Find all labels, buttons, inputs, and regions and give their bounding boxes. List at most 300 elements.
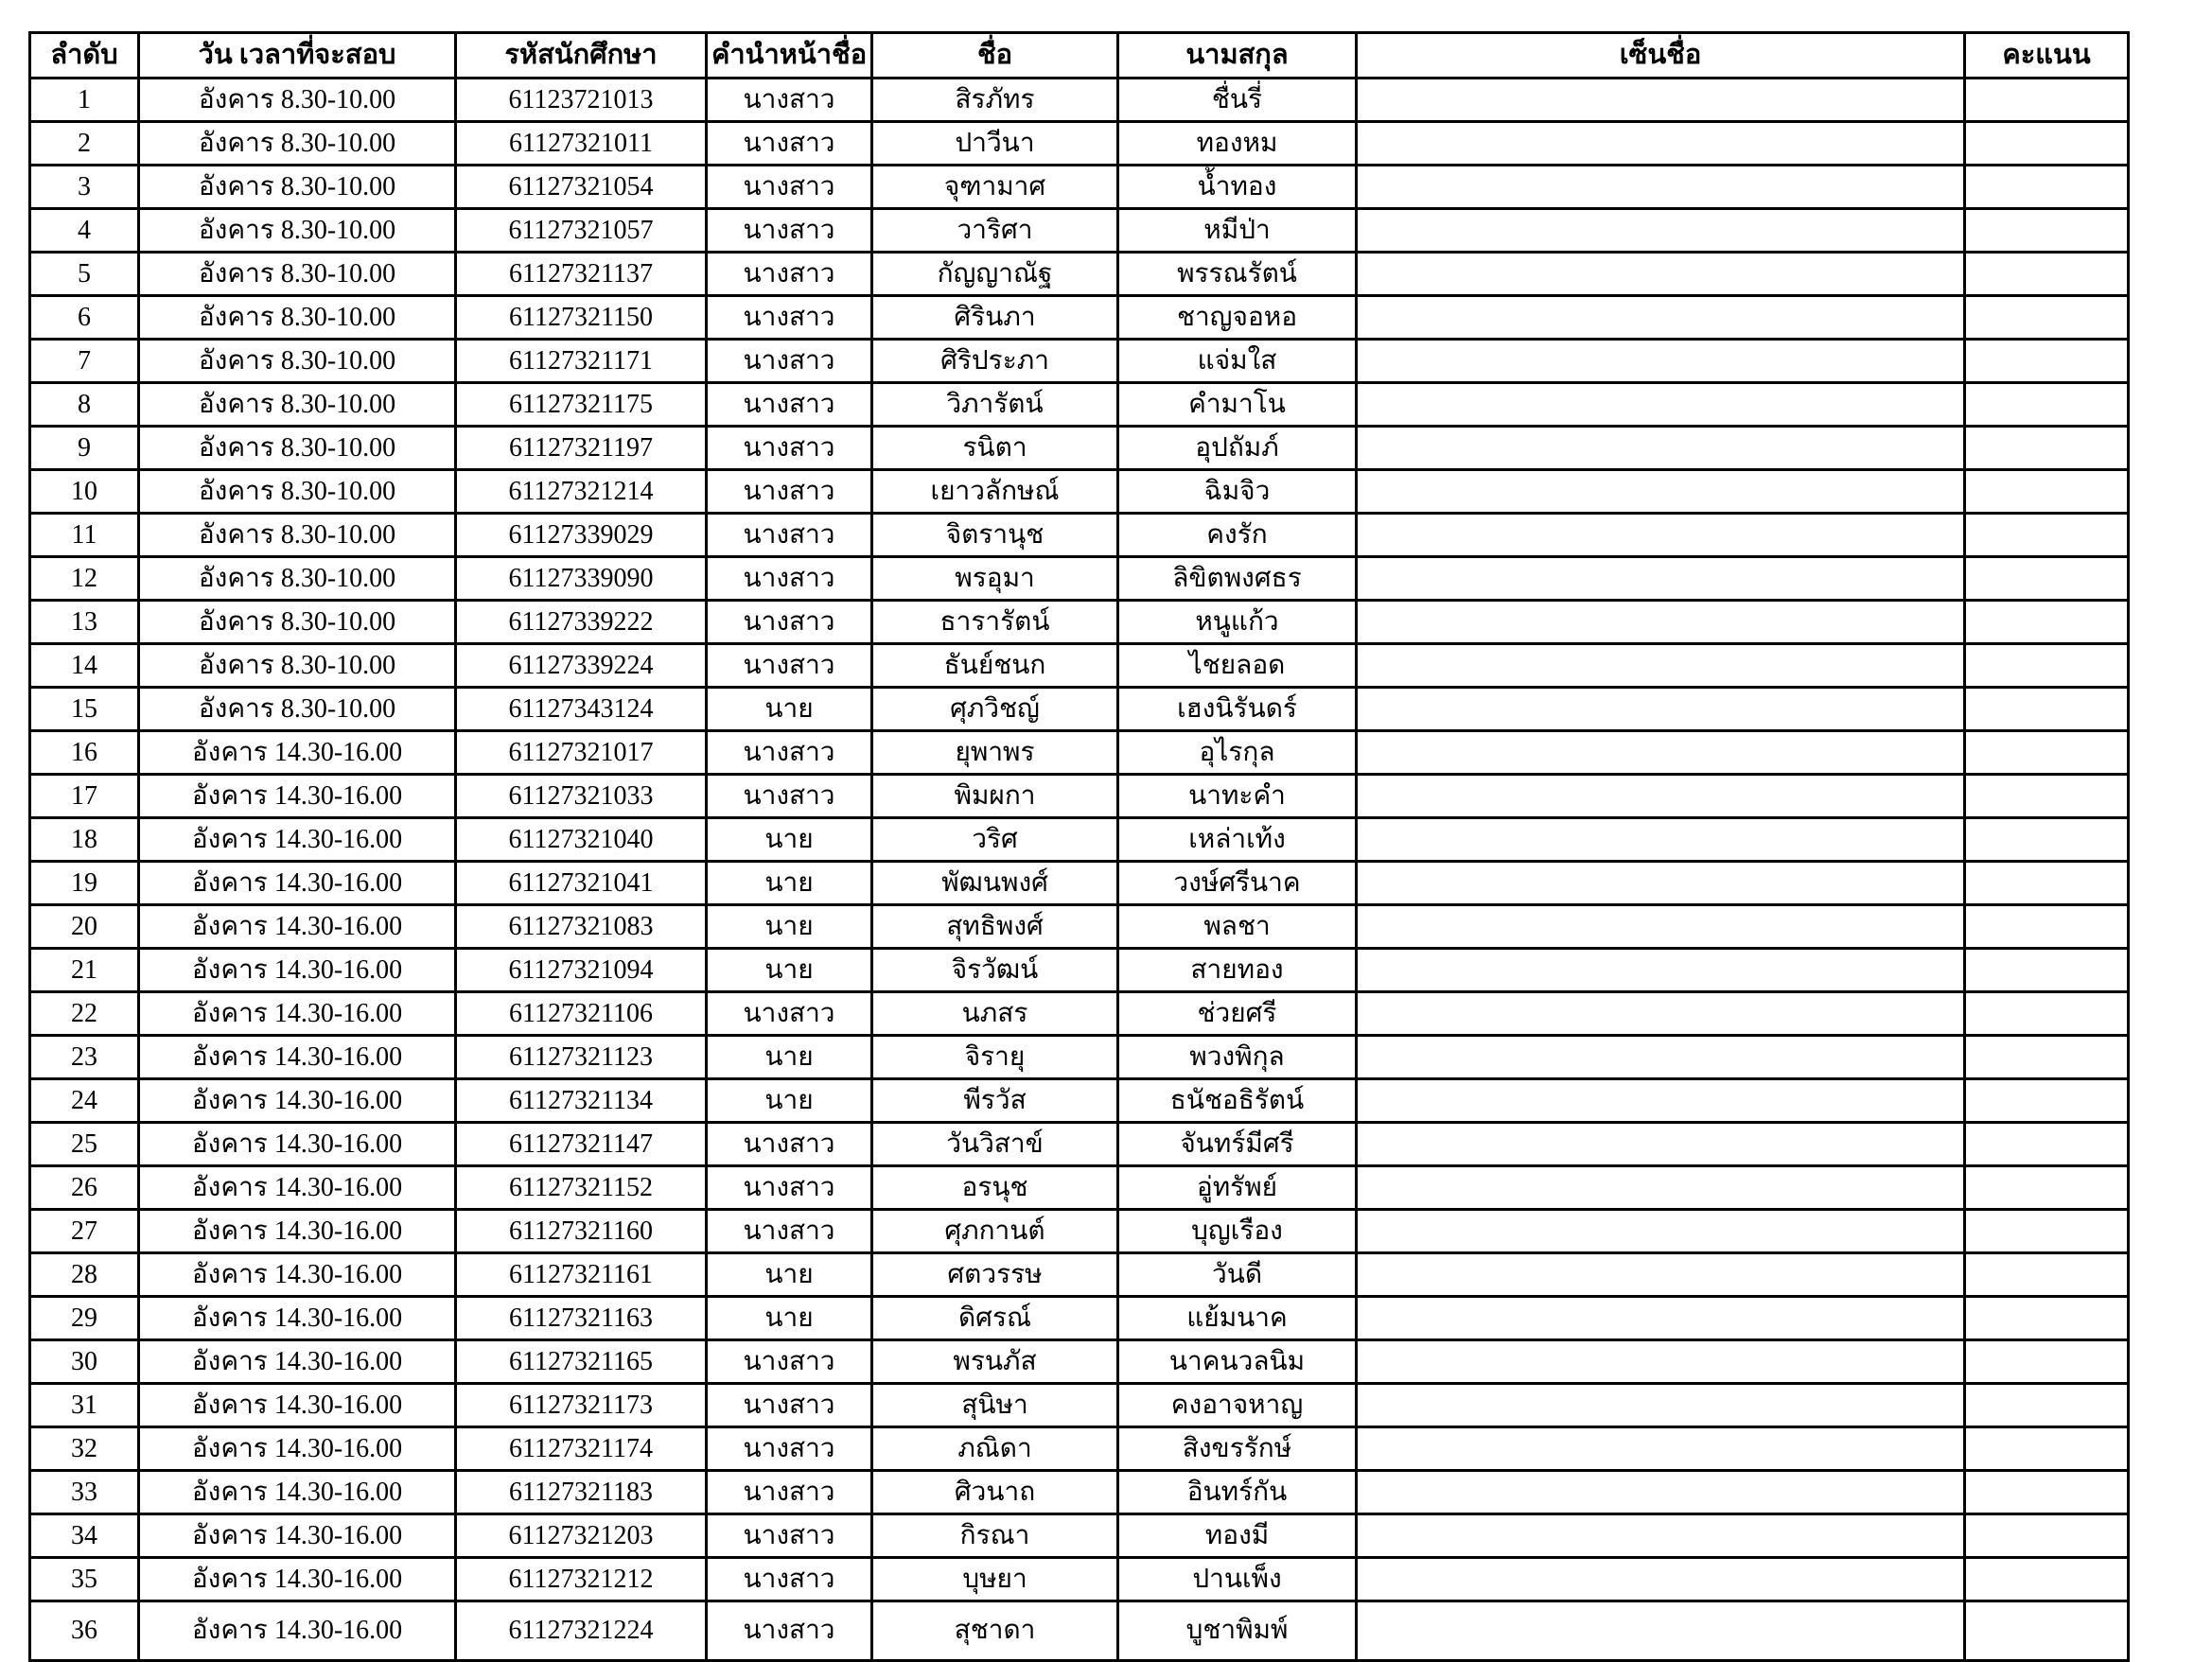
cell-signature bbox=[1357, 1471, 1965, 1514]
cell-last-name: เฮงนิรันดร์ bbox=[1118, 688, 1357, 731]
cell-prefix: นางสาว bbox=[707, 731, 872, 775]
cell-last-name: นาคนวลนิม bbox=[1118, 1340, 1357, 1384]
cell-first-name: สุนิษา bbox=[872, 1384, 1118, 1427]
cell-signature bbox=[1357, 1166, 1965, 1210]
cell-first-name: อรนุช bbox=[872, 1166, 1118, 1210]
cell-first-name: กิรณา bbox=[872, 1514, 1118, 1558]
cell-exam-time: อังคาร 14.30-16.00 bbox=[139, 1036, 456, 1079]
cell-last-name: พวงพิกุล bbox=[1118, 1036, 1357, 1079]
cell-last-name: จันทร์มีศรี bbox=[1118, 1123, 1357, 1166]
table-row bbox=[30, 1427, 2129, 1471]
cell-prefix: นางสาว bbox=[707, 253, 872, 296]
cell-order: 36 bbox=[30, 1601, 139, 1661]
cell-score bbox=[1965, 1166, 2129, 1210]
table-row bbox=[30, 1210, 2129, 1253]
header-score: คะแนน bbox=[1965, 33, 2129, 79]
cell-student-id: 61127343124 bbox=[456, 688, 707, 731]
cell-last-name: ชาญจอหอ bbox=[1118, 296, 1357, 340]
cell-student-id: 61127321057 bbox=[456, 209, 707, 253]
cell-first-name: รนิตา bbox=[872, 427, 1118, 470]
table-row bbox=[30, 992, 2129, 1036]
cell-order: 15 bbox=[30, 688, 139, 731]
table-row bbox=[30, 644, 2129, 688]
cell-score bbox=[1965, 1514, 2129, 1558]
table-row bbox=[30, 1297, 2129, 1340]
cell-last-name: ปานเพ็ง bbox=[1118, 1558, 1357, 1601]
cell-first-name: บุษยา bbox=[872, 1558, 1118, 1601]
cell-order: 10 bbox=[30, 470, 139, 514]
cell-student-id: 61127321175 bbox=[456, 383, 707, 427]
cell-student-id: 61127339029 bbox=[456, 514, 707, 557]
cell-exam-time: อังคาร 14.30-16.00 bbox=[139, 1601, 456, 1661]
table-row bbox=[30, 1253, 2129, 1297]
cell-last-name: ช่วยศรี bbox=[1118, 992, 1357, 1036]
cell-order: 12 bbox=[30, 557, 139, 601]
cell-signature bbox=[1357, 905, 1965, 949]
cell-first-name: นภสร bbox=[872, 992, 1118, 1036]
cell-prefix: นางสาว bbox=[707, 209, 872, 253]
cell-student-id: 61127321083 bbox=[456, 905, 707, 949]
cell-signature bbox=[1357, 1514, 1965, 1558]
cell-order: 33 bbox=[30, 1471, 139, 1514]
cell-prefix: นาย bbox=[707, 949, 872, 992]
cell-last-name: คำมาโน bbox=[1118, 383, 1357, 427]
cell-order: 29 bbox=[30, 1297, 139, 1340]
cell-score bbox=[1965, 1210, 2129, 1253]
cell-prefix: นางสาว bbox=[707, 166, 872, 209]
cell-prefix: นางสาว bbox=[707, 1471, 872, 1514]
cell-exam-time: อังคาร 14.30-16.00 bbox=[139, 731, 456, 775]
cell-prefix: นางสาว bbox=[707, 1427, 872, 1471]
cell-order: 14 bbox=[30, 644, 139, 688]
cell-exam-time: อังคาร 14.30-16.00 bbox=[139, 775, 456, 818]
cell-student-id: 61127321171 bbox=[456, 340, 707, 383]
cell-exam-time: อังคาร 14.30-16.00 bbox=[139, 1253, 456, 1297]
cell-prefix: นาย bbox=[707, 1253, 872, 1297]
cell-order: 31 bbox=[30, 1384, 139, 1427]
cell-last-name: แย้มนาค bbox=[1118, 1297, 1357, 1340]
cell-first-name: วิภารัตน์ bbox=[872, 383, 1118, 427]
cell-exam-time: อังคาร 14.30-16.00 bbox=[139, 992, 456, 1036]
cell-first-name: วริศ bbox=[872, 818, 1118, 862]
cell-score bbox=[1965, 818, 2129, 862]
cell-first-name: วันวิสาข์ bbox=[872, 1123, 1118, 1166]
cell-student-id: 61127321054 bbox=[456, 166, 707, 209]
cell-exam-time: อังคาร 14.30-16.00 bbox=[139, 1340, 456, 1384]
cell-last-name: ฉิมจิว bbox=[1118, 470, 1357, 514]
cell-last-name: เหล่าเท้ง bbox=[1118, 818, 1357, 862]
cell-order: 5 bbox=[30, 253, 139, 296]
cell-order: 6 bbox=[30, 296, 139, 340]
table-row bbox=[30, 1601, 2129, 1661]
cell-score bbox=[1965, 557, 2129, 601]
exam-roster-table bbox=[28, 31, 2130, 1662]
cell-order: 35 bbox=[30, 1558, 139, 1601]
header-first-name: ชื่อ bbox=[872, 33, 1118, 79]
cell-prefix: นาย bbox=[707, 862, 872, 905]
cell-order: 19 bbox=[30, 862, 139, 905]
table-row bbox=[30, 775, 2129, 818]
cell-order: 26 bbox=[30, 1166, 139, 1210]
cell-prefix: นางสาว bbox=[707, 992, 872, 1036]
table-row bbox=[30, 122, 2129, 166]
cell-signature bbox=[1357, 1036, 1965, 1079]
cell-last-name: หนูแก้ว bbox=[1118, 601, 1357, 644]
cell-exam-time: อังคาร 8.30-10.00 bbox=[139, 688, 456, 731]
cell-order: 25 bbox=[30, 1123, 139, 1166]
cell-signature bbox=[1357, 383, 1965, 427]
table-row bbox=[30, 514, 2129, 557]
cell-score bbox=[1965, 731, 2129, 775]
cell-order: 16 bbox=[30, 731, 139, 775]
cell-order: 3 bbox=[30, 166, 139, 209]
cell-exam-time: อังคาร 8.30-10.00 bbox=[139, 557, 456, 601]
cell-prefix: นางสาว bbox=[707, 1166, 872, 1210]
cell-student-id: 61127321203 bbox=[456, 1514, 707, 1558]
cell-score bbox=[1965, 296, 2129, 340]
cell-order: 7 bbox=[30, 340, 139, 383]
cell-score bbox=[1965, 1253, 2129, 1297]
cell-first-name: พรนภัส bbox=[872, 1340, 1118, 1384]
cell-prefix: นาย bbox=[707, 905, 872, 949]
cell-score bbox=[1965, 253, 2129, 296]
cell-order: 13 bbox=[30, 601, 139, 644]
cell-score bbox=[1965, 949, 2129, 992]
cell-exam-time: อังคาร 8.30-10.00 bbox=[139, 166, 456, 209]
cell-score bbox=[1965, 1079, 2129, 1123]
cell-prefix: นางสาว bbox=[707, 557, 872, 601]
cell-signature bbox=[1357, 253, 1965, 296]
cell-first-name: พีรวัส bbox=[872, 1079, 1118, 1123]
cell-score bbox=[1965, 992, 2129, 1036]
cell-exam-time: อังคาร 8.30-10.00 bbox=[139, 644, 456, 688]
header-row bbox=[30, 33, 2129, 79]
table-row bbox=[30, 470, 2129, 514]
cell-first-name: ศุภวิชญ์ bbox=[872, 688, 1118, 731]
cell-student-id: 61127321033 bbox=[456, 775, 707, 818]
cell-student-id: 61127339222 bbox=[456, 601, 707, 644]
exam-roster-sheet bbox=[28, 31, 2130, 1662]
cell-exam-time: อังคาร 14.30-16.00 bbox=[139, 905, 456, 949]
table-row bbox=[30, 296, 2129, 340]
cell-last-name: ธนัชอธิรัตน์ bbox=[1118, 1079, 1357, 1123]
table-row bbox=[30, 731, 2129, 775]
header-prefix: คำนำหน้าชื่อ bbox=[707, 33, 872, 79]
cell-last-name: ทองมี bbox=[1118, 1514, 1357, 1558]
table-row bbox=[30, 862, 2129, 905]
cell-signature bbox=[1357, 122, 1965, 166]
cell-prefix: นางสาว bbox=[707, 296, 872, 340]
cell-first-name: ศตวรรษ bbox=[872, 1253, 1118, 1297]
cell-exam-time: อังคาร 8.30-10.00 bbox=[139, 253, 456, 296]
table-row bbox=[30, 1340, 2129, 1384]
cell-score bbox=[1965, 644, 2129, 688]
cell-signature bbox=[1357, 1601, 1965, 1661]
cell-signature bbox=[1357, 514, 1965, 557]
cell-score bbox=[1965, 1427, 2129, 1471]
cell-first-name: พัฒนพงศ์ bbox=[872, 862, 1118, 905]
cell-prefix: นางสาว bbox=[707, 383, 872, 427]
cell-student-id: 61127321041 bbox=[456, 862, 707, 905]
table-row bbox=[30, 949, 2129, 992]
cell-last-name: คงอาจหาญ bbox=[1118, 1384, 1357, 1427]
cell-exam-time: อังคาร 8.30-10.00 bbox=[139, 470, 456, 514]
cell-first-name: ธารารัตน์ bbox=[872, 601, 1118, 644]
cell-last-name: สิงขรรักษ์ bbox=[1118, 1427, 1357, 1471]
cell-last-name: อินทร์กัน bbox=[1118, 1471, 1357, 1514]
cell-signature bbox=[1357, 775, 1965, 818]
cell-signature bbox=[1357, 79, 1965, 122]
cell-exam-time: อังคาร 14.30-16.00 bbox=[139, 1471, 456, 1514]
cell-student-id: 61127321040 bbox=[456, 818, 707, 862]
cell-first-name: จิรายุ bbox=[872, 1036, 1118, 1079]
cell-first-name: ภณิดา bbox=[872, 1427, 1118, 1471]
cell-prefix: นาย bbox=[707, 1297, 872, 1340]
cell-prefix: นาย bbox=[707, 1036, 872, 1079]
cell-order: 11 bbox=[30, 514, 139, 557]
cell-order: 2 bbox=[30, 122, 139, 166]
cell-student-id: 61127321174 bbox=[456, 1427, 707, 1471]
header-student-id: รหัสนักศึกษา bbox=[456, 33, 707, 79]
cell-prefix: นางสาว bbox=[707, 1601, 872, 1661]
cell-order: 21 bbox=[30, 949, 139, 992]
cell-last-name: คงรัก bbox=[1118, 514, 1357, 557]
table-row bbox=[30, 557, 2129, 601]
cell-student-id: 61127321017 bbox=[456, 731, 707, 775]
cell-prefix: นาย bbox=[707, 1079, 872, 1123]
table-row bbox=[30, 688, 2129, 731]
cell-exam-time: อังคาร 14.30-16.00 bbox=[139, 1558, 456, 1601]
cell-first-name: พรอุมา bbox=[872, 557, 1118, 601]
cell-student-id: 61127321163 bbox=[456, 1297, 707, 1340]
cell-exam-time: อังคาร 14.30-16.00 bbox=[139, 1384, 456, 1427]
table-row bbox=[30, 601, 2129, 644]
cell-exam-time: อังคาร 14.30-16.00 bbox=[139, 1079, 456, 1123]
cell-last-name: วันดี bbox=[1118, 1253, 1357, 1297]
cell-last-name: อู่ทรัพย์ bbox=[1118, 1166, 1357, 1210]
cell-score bbox=[1965, 688, 2129, 731]
cell-last-name: ทองหม bbox=[1118, 122, 1357, 166]
cell-signature bbox=[1357, 1123, 1965, 1166]
cell-student-id: 61127321123 bbox=[456, 1036, 707, 1079]
cell-prefix: นางสาว bbox=[707, 340, 872, 383]
cell-signature bbox=[1357, 470, 1965, 514]
cell-score bbox=[1965, 1340, 2129, 1384]
cell-last-name: ลิขิตพงศธร bbox=[1118, 557, 1357, 601]
table-row bbox=[30, 1079, 2129, 1123]
cell-prefix: นางสาว bbox=[707, 644, 872, 688]
cell-prefix: นาย bbox=[707, 818, 872, 862]
cell-signature bbox=[1357, 601, 1965, 644]
cell-student-id: 61127321134 bbox=[456, 1079, 707, 1123]
cell-score bbox=[1965, 122, 2129, 166]
cell-prefix: นางสาว bbox=[707, 122, 872, 166]
cell-last-name: พลชา bbox=[1118, 905, 1357, 949]
cell-signature bbox=[1357, 1340, 1965, 1384]
table-row bbox=[30, 166, 2129, 209]
table-row bbox=[30, 427, 2129, 470]
cell-score bbox=[1965, 1384, 2129, 1427]
cell-score bbox=[1965, 427, 2129, 470]
cell-exam-time: อังคาร 14.30-16.00 bbox=[139, 1514, 456, 1558]
cell-signature bbox=[1357, 209, 1965, 253]
cell-student-id: 61127321212 bbox=[456, 1558, 707, 1601]
cell-signature bbox=[1357, 949, 1965, 992]
cell-score bbox=[1965, 1601, 2129, 1661]
cell-prefix: นางสาว bbox=[707, 1558, 872, 1601]
cell-exam-time: อังคาร 8.30-10.00 bbox=[139, 514, 456, 557]
cell-signature bbox=[1357, 166, 1965, 209]
cell-last-name: บูชาพิมพ์ bbox=[1118, 1601, 1357, 1661]
cell-signature bbox=[1357, 688, 1965, 731]
cell-signature bbox=[1357, 1079, 1965, 1123]
cell-order: 20 bbox=[30, 905, 139, 949]
cell-exam-time: อังคาร 14.30-16.00 bbox=[139, 1123, 456, 1166]
cell-prefix: นางสาว bbox=[707, 427, 872, 470]
table-row bbox=[30, 1123, 2129, 1166]
cell-signature bbox=[1357, 296, 1965, 340]
cell-score bbox=[1965, 79, 2129, 122]
cell-first-name: ปาวีนา bbox=[872, 122, 1118, 166]
cell-first-name: เยาวลักษณ์ bbox=[872, 470, 1118, 514]
cell-student-id: 61127321224 bbox=[456, 1601, 707, 1661]
cell-signature bbox=[1357, 644, 1965, 688]
table-row bbox=[30, 1514, 2129, 1558]
cell-student-id: 61123721013 bbox=[456, 79, 707, 122]
header-order: ลำดับ bbox=[30, 33, 139, 79]
cell-prefix: นางสาว bbox=[707, 79, 872, 122]
cell-student-id: 61127321152 bbox=[456, 1166, 707, 1210]
cell-last-name: สายทอง bbox=[1118, 949, 1357, 992]
cell-score bbox=[1965, 340, 2129, 383]
cell-prefix: นางสาว bbox=[707, 775, 872, 818]
cell-first-name: วาริศา bbox=[872, 209, 1118, 253]
cell-score bbox=[1965, 862, 2129, 905]
cell-order: 27 bbox=[30, 1210, 139, 1253]
cell-order: 22 bbox=[30, 992, 139, 1036]
table-row bbox=[30, 79, 2129, 122]
cell-student-id: 61127321160 bbox=[456, 1210, 707, 1253]
table-row bbox=[30, 383, 2129, 427]
cell-prefix: นางสาว bbox=[707, 1340, 872, 1384]
table-row bbox=[30, 209, 2129, 253]
cell-student-id: 61127321137 bbox=[456, 253, 707, 296]
cell-first-name: สิรภัทร bbox=[872, 79, 1118, 122]
cell-last-name: อุปถัมภ์ bbox=[1118, 427, 1357, 470]
cell-score bbox=[1965, 905, 2129, 949]
cell-order: 9 bbox=[30, 427, 139, 470]
cell-student-id: 61127321214 bbox=[456, 470, 707, 514]
cell-last-name: ไชยลอด bbox=[1118, 644, 1357, 688]
cell-prefix: นางสาว bbox=[707, 1210, 872, 1253]
cell-signature bbox=[1357, 1427, 1965, 1471]
cell-first-name: ดิศรณ์ bbox=[872, 1297, 1118, 1340]
cell-order: 17 bbox=[30, 775, 139, 818]
cell-first-name: ธันย์ชนก bbox=[872, 644, 1118, 688]
cell-exam-time: อังคาร 8.30-10.00 bbox=[139, 340, 456, 383]
cell-first-name: พิมผกา bbox=[872, 775, 1118, 818]
cell-student-id: 61127321161 bbox=[456, 1253, 707, 1297]
table-row bbox=[30, 340, 2129, 383]
cell-score bbox=[1965, 166, 2129, 209]
cell-first-name: ศิริประภา bbox=[872, 340, 1118, 383]
cell-score bbox=[1965, 601, 2129, 644]
cell-exam-time: อังคาร 14.30-16.00 bbox=[139, 949, 456, 992]
cell-order: 18 bbox=[30, 818, 139, 862]
cell-signature bbox=[1357, 818, 1965, 862]
cell-signature bbox=[1357, 1210, 1965, 1253]
cell-first-name: สุทธิพงศ์ bbox=[872, 905, 1118, 949]
cell-student-id: 61127321183 bbox=[456, 1471, 707, 1514]
cell-exam-time: อังคาร 14.30-16.00 bbox=[139, 818, 456, 862]
table-row bbox=[30, 818, 2129, 862]
cell-exam-time: อังคาร 8.30-10.00 bbox=[139, 209, 456, 253]
cell-student-id: 61127321165 bbox=[456, 1340, 707, 1384]
cell-signature bbox=[1357, 1297, 1965, 1340]
cell-exam-time: อังคาร 14.30-16.00 bbox=[139, 1210, 456, 1253]
cell-exam-time: อังคาร 14.30-16.00 bbox=[139, 862, 456, 905]
cell-order: 8 bbox=[30, 383, 139, 427]
cell-order: 32 bbox=[30, 1427, 139, 1471]
cell-signature bbox=[1357, 862, 1965, 905]
cell-order: 34 bbox=[30, 1514, 139, 1558]
table-row bbox=[30, 905, 2129, 949]
header-signature: เซ็นชื่อ bbox=[1357, 33, 1965, 79]
cell-last-name: พรรณรัตน์ bbox=[1118, 253, 1357, 296]
cell-signature bbox=[1357, 340, 1965, 383]
cell-exam-time: อังคาร 8.30-10.00 bbox=[139, 122, 456, 166]
cell-order: 1 bbox=[30, 79, 139, 122]
cell-first-name: สุชาดา bbox=[872, 1601, 1118, 1661]
cell-signature bbox=[1357, 557, 1965, 601]
table-row bbox=[30, 1166, 2129, 1210]
cell-prefix: นางสาว bbox=[707, 470, 872, 514]
cell-first-name: ศุภกานต์ bbox=[872, 1210, 1118, 1253]
cell-student-id: 61127339090 bbox=[456, 557, 707, 601]
cell-last-name: น้ำทอง bbox=[1118, 166, 1357, 209]
cell-student-id: 61127321094 bbox=[456, 949, 707, 992]
cell-exam-time: อังคาร 8.30-10.00 bbox=[139, 601, 456, 644]
cell-score bbox=[1965, 383, 2129, 427]
cell-signature bbox=[1357, 1384, 1965, 1427]
cell-last-name: บุญเรือง bbox=[1118, 1210, 1357, 1253]
cell-first-name: จิตรานุช bbox=[872, 514, 1118, 557]
cell-score bbox=[1965, 775, 2129, 818]
cell-score bbox=[1965, 1558, 2129, 1601]
cell-first-name: จุฑามาศ bbox=[872, 166, 1118, 209]
cell-prefix: นางสาว bbox=[707, 601, 872, 644]
cell-exam-time: อังคาร 8.30-10.00 bbox=[139, 427, 456, 470]
cell-score bbox=[1965, 1036, 2129, 1079]
header-exam-time: วัน เวลาที่จะสอบ bbox=[139, 33, 456, 79]
cell-student-id: 61127321106 bbox=[456, 992, 707, 1036]
cell-first-name: ศิวนาถ bbox=[872, 1471, 1118, 1514]
header-last-name: นามสกุล bbox=[1118, 33, 1357, 79]
table-row bbox=[30, 253, 2129, 296]
cell-student-id: 61127339224 bbox=[456, 644, 707, 688]
cell-signature bbox=[1357, 427, 1965, 470]
cell-order: 28 bbox=[30, 1253, 139, 1297]
cell-first-name: ศิรินภา bbox=[872, 296, 1118, 340]
cell-order: 24 bbox=[30, 1079, 139, 1123]
table-row bbox=[30, 1036, 2129, 1079]
cell-order: 30 bbox=[30, 1340, 139, 1384]
cell-score bbox=[1965, 1297, 2129, 1340]
cell-exam-time: อังคาร 14.30-16.00 bbox=[139, 1166, 456, 1210]
cell-student-id: 61127321011 bbox=[456, 122, 707, 166]
table-row bbox=[30, 1558, 2129, 1601]
cell-score bbox=[1965, 1471, 2129, 1514]
